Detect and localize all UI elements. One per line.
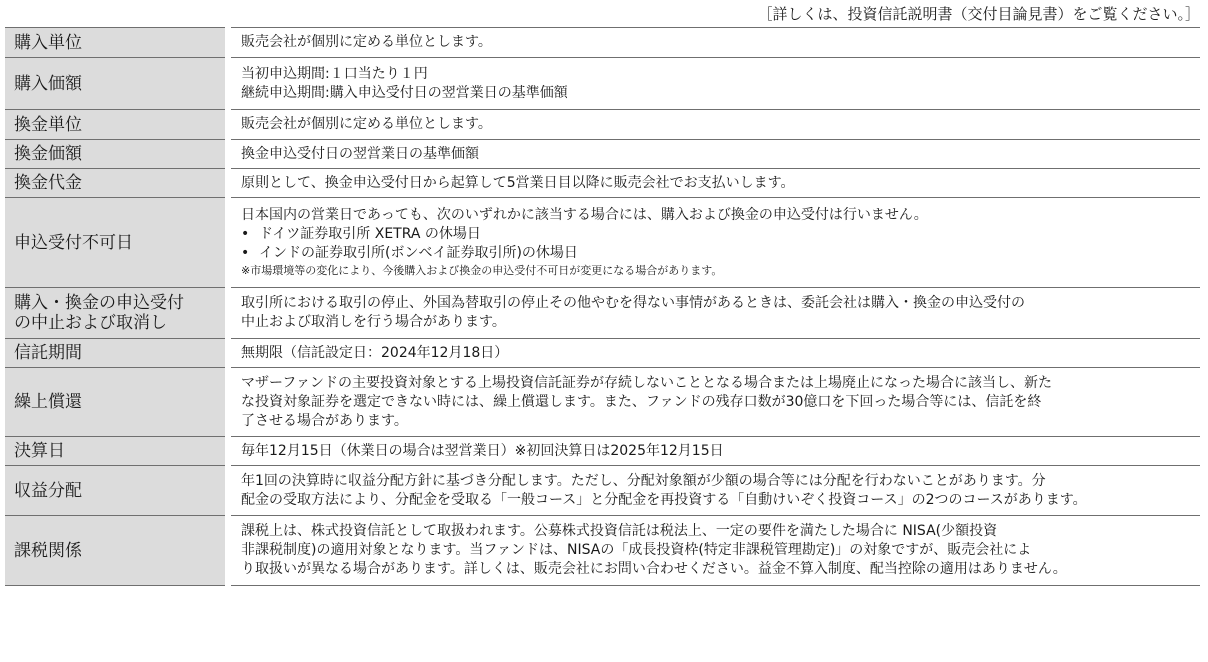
row-label-line: 繰上償還 [14, 392, 82, 412]
table-row [5, 169, 1200, 198]
row-label-line: 換金代金 [14, 173, 82, 193]
table-row [5, 110, 1200, 140]
value-line [241, 65, 1194, 84]
value-line [241, 33, 1194, 52]
value-line [241, 522, 1194, 541]
table-row [5, 288, 1200, 339]
value-line [241, 491, 1194, 510]
line-text: 年1回の決算時に収益分配方針に基づき分配します。ただし、分配対象額が少額の場合等には分配を行わないことがあります。分 [241, 472, 1046, 489]
table-row [5, 437, 1200, 466]
value-line [241, 206, 1194, 225]
line-text: 販売会社が個別に定める単位とします。 [241, 116, 492, 132]
row-value [228, 466, 1200, 516]
row-value [228, 28, 1200, 58]
line-text: マザーファンドの主要投資対象とする上場投資信託証券が存続しないこととなる場合または上場廃止になった場合に該当し、新た [241, 374, 1053, 391]
line-text: な投資対象証券を選定できない時には、繰上償還します。また、ファンドの残存口数が30億口を下回った場合等には、信託を終 [241, 393, 1042, 410]
footnote-line [241, 263, 1194, 279]
value-line [241, 393, 1194, 412]
value-line [241, 84, 1194, 103]
row-label-line: 換金価額 [14, 144, 82, 164]
row-label [5, 516, 228, 586]
table-row [5, 28, 1200, 58]
value-line [241, 174, 1194, 193]
row-value [228, 110, 1200, 140]
row-value [228, 288, 1200, 339]
row-label-line: 申込受付不可日 [14, 232, 133, 253]
line-text: 配金の受取方法により、分配金を受取る「一般コース」と分配金を再投資する「自動けいぞく投資コース」の2つのコースがあります。 [241, 491, 1087, 508]
row-label-line: 課税関係 [14, 540, 82, 561]
line-text: 換金申込受付日の翌営業日の基準価額 [241, 145, 479, 162]
value-line [241, 541, 1194, 560]
table-row [5, 339, 1200, 368]
table-row [5, 516, 1200, 586]
row-value [228, 169, 1200, 198]
line-text: 非課税制度)の適用対象となります。当ファンドは、NISAの「成長投資枠(特定非課税管理勘定)」の対象ですが、販売会社によ [241, 542, 1032, 558]
line-text: 原則として、換金申込受付日から起算して5営業日目以降に販売会社でお支払いします。 [241, 174, 795, 191]
row-label-line: 購入単位 [14, 32, 82, 53]
line-text: 当初申込期間:１口当たり１円 [241, 65, 428, 82]
row-label [5, 339, 228, 368]
fund-terms-body [5, 28, 1200, 586]
value-line [241, 560, 1194, 579]
line-text: り取扱いが異なる場合があります。詳しくは、販売会社にお問い合わせください。益金不算入制度、配当控除の適用はありません。 [241, 561, 1067, 577]
table-row [5, 58, 1200, 110]
row-label [5, 368, 228, 437]
row-label [5, 140, 228, 169]
row-label-line: 換金単位 [14, 114, 82, 135]
line-text: 取引所における取引の停止、外国為替取引の停止その他やむを得ない事情があるときは、委託会社は購入・換金の申込受付の [241, 295, 1025, 311]
row-label-line: の中止および取消し [14, 313, 167, 333]
row-value [228, 437, 1200, 466]
row-value [228, 368, 1200, 437]
row-label [5, 288, 228, 339]
row-label-line: 信託期間 [14, 343, 82, 363]
line-text: ドイツ証券取引所 XETRA の休場日 [259, 226, 481, 242]
value-line [241, 344, 1194, 363]
bullet-line [241, 225, 1194, 244]
row-label [5, 58, 228, 110]
row-label-line: 購入価額 [14, 73, 82, 94]
line-text: ※市場環境等の変化により、今後購入および換金の申込受付不可日が変更になる場合があります。 [241, 264, 723, 277]
table-row [5, 368, 1200, 437]
line-text: 日本国内の営業日であっても、次のいずれかに該当する場合には、購入および換金の申込受付は行いません。 [241, 207, 928, 223]
line-text: 継続申込期間:購入申込受付日の翌営業日の基準価額 [241, 84, 568, 101]
line-text: 販売会社が個別に定める単位とします。 [241, 34, 492, 50]
row-value [228, 140, 1200, 169]
row-value [228, 516, 1200, 586]
fund-terms-table [5, 27, 1200, 586]
value-line [241, 472, 1194, 491]
row-label [5, 437, 228, 466]
line-text: 課税上は、株式投資信託として取扱われます。公募株式投資信託は税法上、一定の要件を満たした場合に NISA(少額投資 [241, 523, 998, 539]
row-label-line: 決算日 [14, 441, 65, 461]
row-label [5, 169, 228, 198]
line-text: 無期限（信託設定日：2024年12月18日） [241, 344, 509, 361]
value-line [241, 313, 1194, 332]
row-value [228, 58, 1200, 110]
line-text: 中止および取消しを行う場合があります。 [241, 314, 506, 330]
line-text: 了させる場合があります。 [241, 412, 408, 429]
bullet-glyph: • [241, 226, 250, 242]
row-label [5, 198, 228, 288]
row-label-line: 収益分配 [14, 480, 82, 501]
value-line [241, 115, 1194, 134]
table-row [5, 466, 1200, 516]
value-line [241, 294, 1194, 313]
row-label [5, 466, 228, 516]
document-reference-note: ［詳しくは、投資信託説明書（交付目論見書）をご覧ください。］ [757, 5, 1200, 23]
row-value [228, 198, 1200, 288]
value-line [241, 412, 1194, 431]
value-line [241, 145, 1194, 164]
bullet-glyph: • [241, 245, 250, 261]
row-label [5, 110, 228, 140]
row-label [5, 28, 228, 58]
row-label-line: 購入・換金の申込受付 [14, 293, 184, 313]
bullet-line [241, 244, 1194, 263]
line-text: 毎年12月15日（休業日の場合は翌営業日）※初回決算日は2025年12月15日 [241, 442, 724, 459]
row-value [228, 339, 1200, 368]
table-row [5, 198, 1200, 288]
table-row [5, 140, 1200, 169]
line-text: インドの証券取引所(ボンベイ証券取引所)の休場日 [259, 245, 578, 261]
value-line [241, 374, 1194, 393]
value-line [241, 442, 1194, 461]
